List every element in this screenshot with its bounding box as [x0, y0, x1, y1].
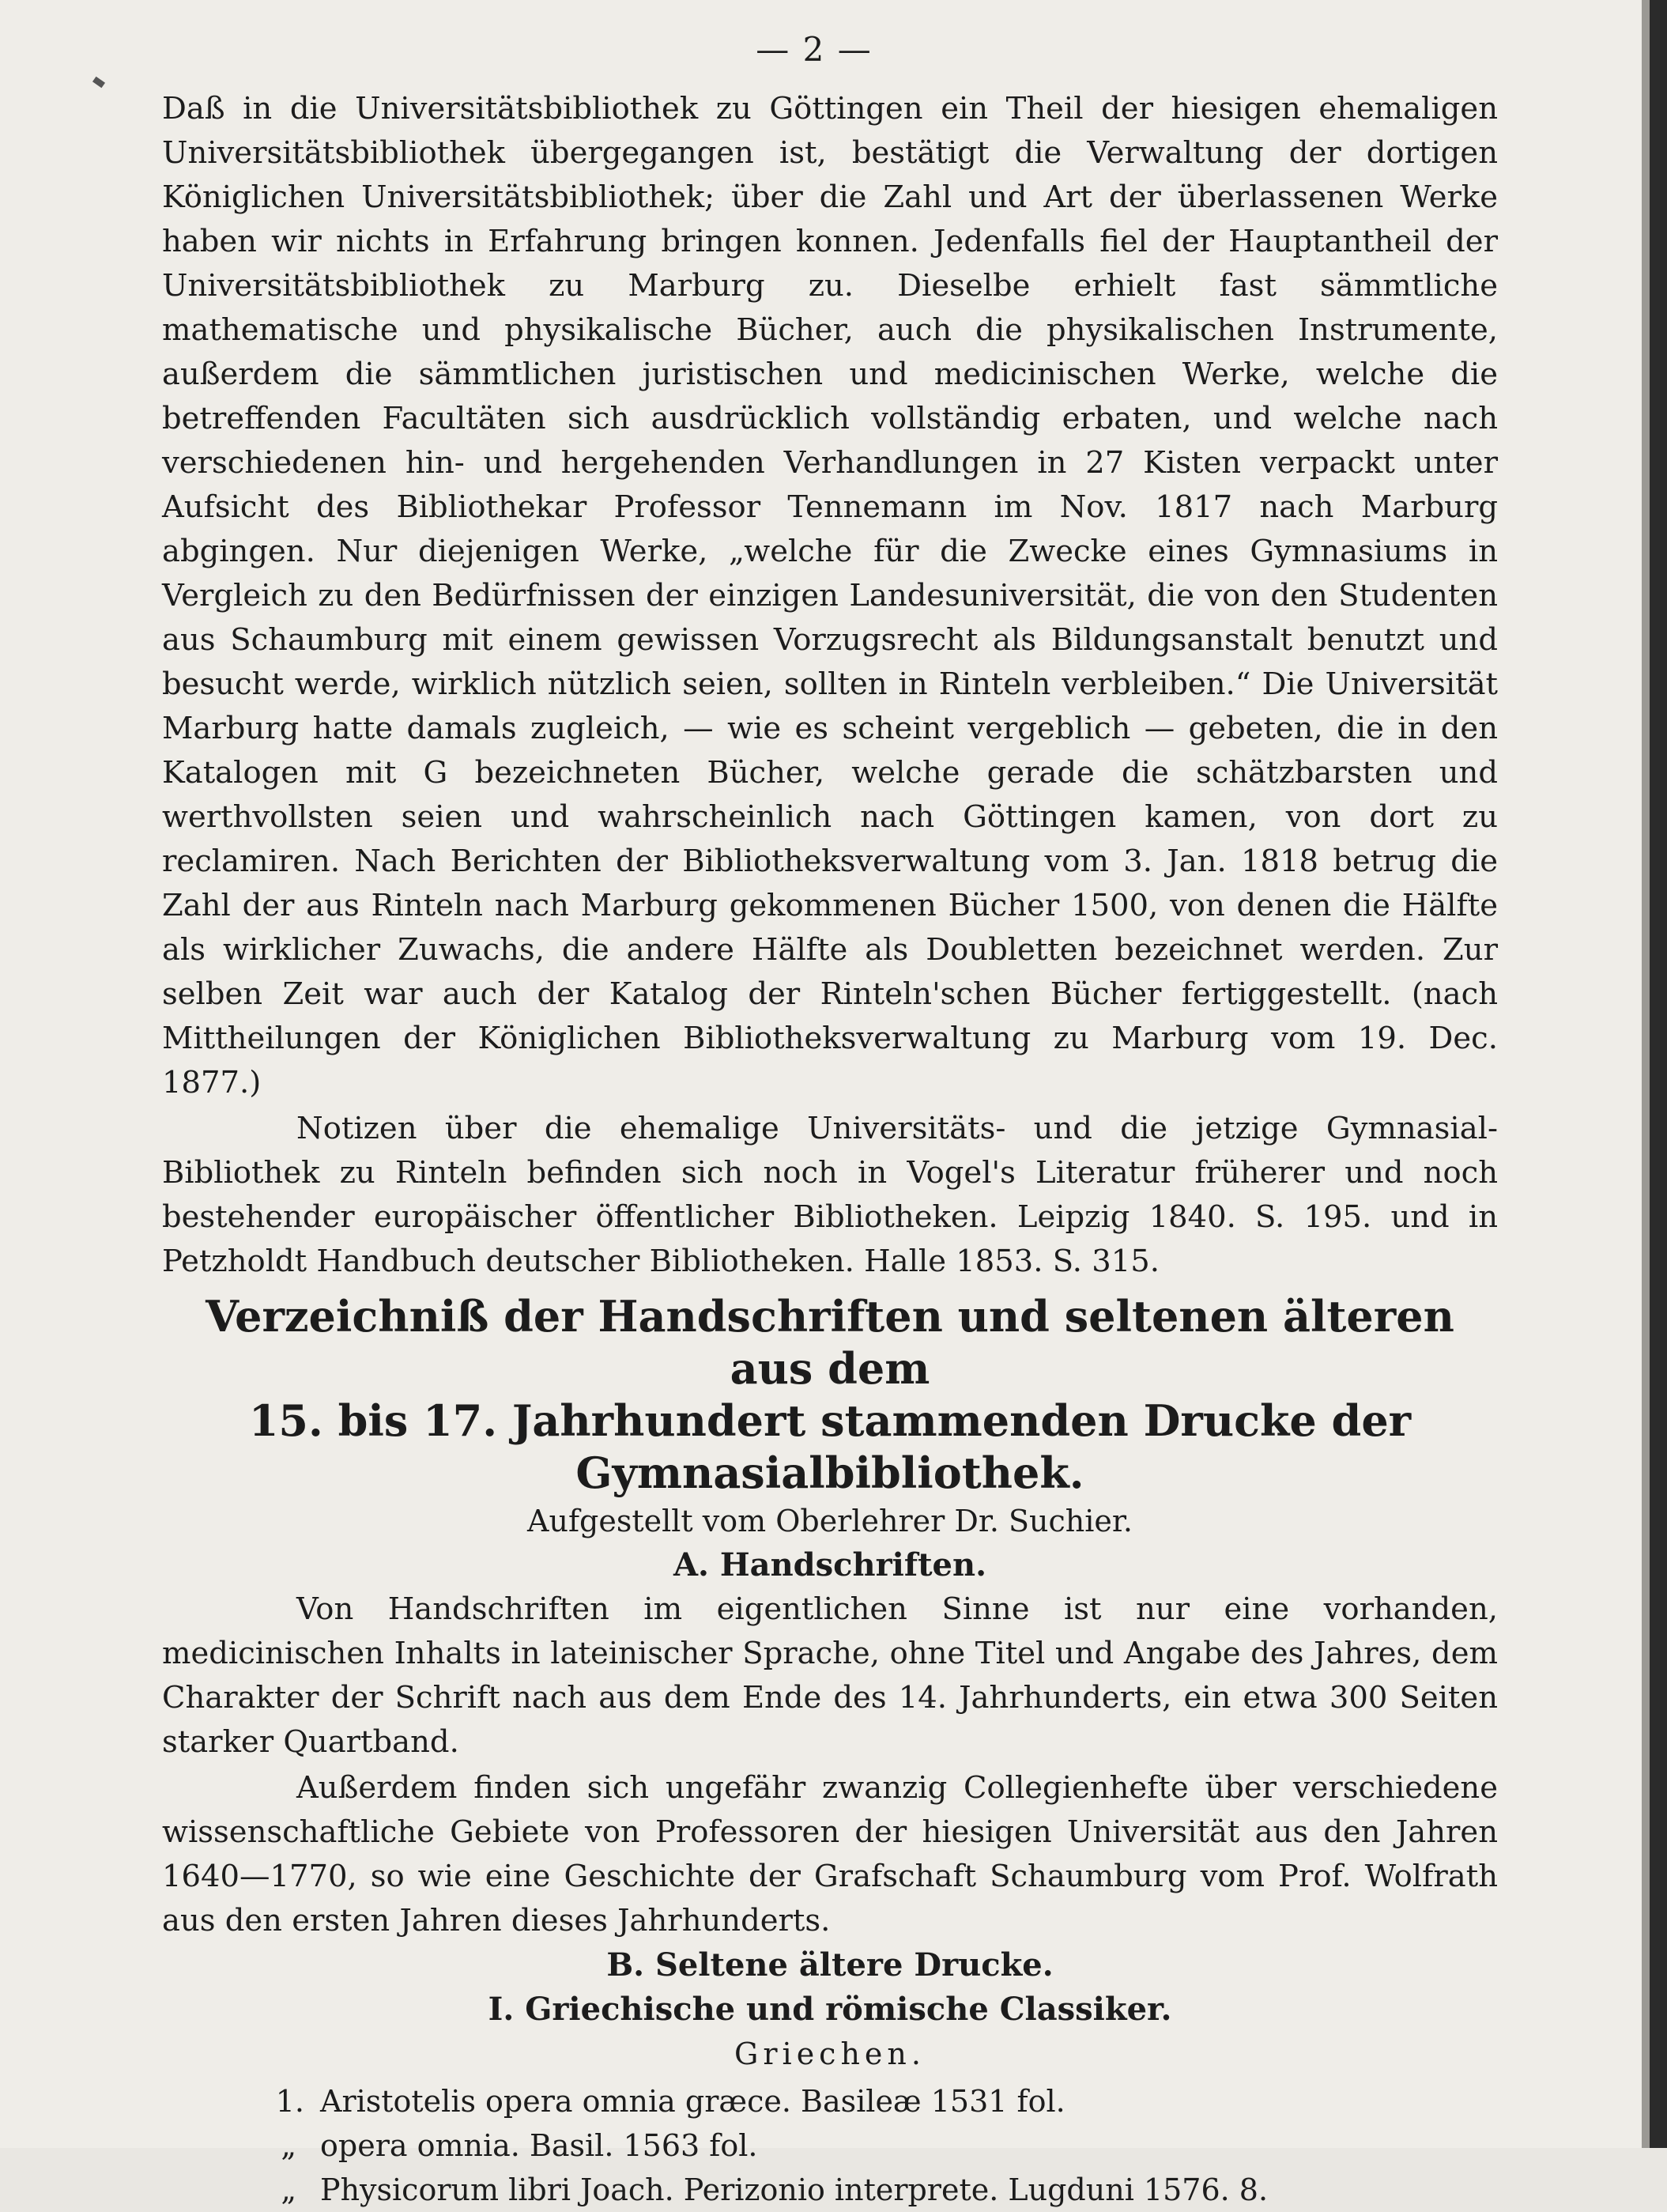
scan-speck [92, 77, 105, 89]
section-b-subtitle: I. Griechische und römische Classiker. [488, 1991, 1172, 2028]
section-b-group: Griechen. [734, 2036, 926, 2071]
paragraph-manuscripts: Von Handschriften im eigentlichen Sinne ist nur eine vorhanden, medicinischen Inhalts in lateinischer Sprache, ohne Titel und Angabe des Jahres, dem Charakter der Schrift nach aus dem Ende des 14. Jahrhunderts, ein etwa 300 Seiten starker Quartband. [162, 1591, 1498, 1760]
page-number: — 2 — [756, 30, 873, 69]
catalog-entry [162, 2123, 1498, 2168]
entry-ditto-marker: „ [281, 2172, 296, 2207]
page-body [162, 87, 1498, 2212]
catalog-heading [162, 1290, 1498, 1499]
entry-text: Aristotelis opera omnia græce. Basileæ 1531 fol. [320, 2084, 1065, 2119]
page-edge-shadow [1650, 0, 1667, 2148]
entry-text: Physicorum libri Joach. Perizonio interprete. Lugduni 1576. 8. [320, 2172, 1269, 2207]
entry-text: opera omnia. Basil. 1563 fol. [320, 2128, 758, 2163]
catalog-heading-line-1: Verzeichniß der Handschriften und seltenen älteren aus dem [206, 1291, 1454, 1394]
catalog-author: Aufgestellt vom Oberlehrer Dr. Suchier. [527, 1504, 1133, 1538]
catalog-entry [162, 2079, 1498, 2123]
paragraph-library-history: Daß in die Universitätsbibliothek zu Göttingen ein Theil der hiesigen ehemaligen Universitätsbibliothek übergegangen ist, bestätigt die Verwaltung der dortigen Königlichen Universitätsbibliothek; über die Zahl und Art der überlassenen Werke haben wir nichts in Erfahrung bringen konnen. Jedenfalls fiel der Hauptantheil der Universitätsbibliothek zu Marburg zu. Dieselbe erhielt fast sämmtliche mathematische und physikalische Bücher, auch die physikalischen Instrumente, außerdem die sämmtlichen juristischen und medicinischen Werke, welche die betreffenden Facultäten sich ausdrücklich vollständig erbaten, und welche nach verschiedenen hin- und hergehenden Verhandlungen in 27 Kisten verpackt unter Aufsicht des Bibliothekar Professor Tennemann im Nov. 1817 nach Marburg abgingen. Nur diejenigen Werke, „welche für die Zwecke eines Gymnasiums in Vergleich zu den Bedürfnissen der einzigen Landesuniversität, die von den Studenten aus Schaumburg mit einem gewissen Vorzugsrecht als Bildungsanstalt benutzt und besucht werde, wirklich nützlich seien, sollten in Rinteln verbleiben.“ Die Universität Marburg hatte damals zugleich, — wie es scheint vergeblich — gebeten, die in den Katalogen mit G bezeichneten Bücher, welche gerade die schätzbarsten und werthvollsten seien und wahrscheinlich nach Göttingen kamen, von dort zu reclamiren. Nach Berichten der Bibliotheksverwaltung vom 3. Jan. 1818 betrug die Zahl der aus Rinteln nach Marburg gekommenen Bücher 1500, von denen die Hälfte als wirklicher Zuwachs, die andere Hälfte als Doubletten bezeichnet werden. Zur selben Zeit war auch der Katalog der Rinteln'schen Bücher fertiggestellt. (nach Mittheilungen der Königlichen Bibliotheksverwaltung zu Marburg vom 19. Dec. 1877.) [162, 91, 1498, 1100]
page-edge-gutter [1642, 0, 1650, 2148]
catalog-entries [162, 2079, 1498, 2212]
section-a-title: A. Handschriften. [673, 1546, 986, 1584]
catalog-heading-line-2: 15. bis 17. Jahrhundert stammenden Drucke der Gymnasialbibliothek. [248, 1395, 1412, 1498]
entry-ditto-marker: „ [281, 2128, 296, 2163]
catalog-entry [162, 2168, 1498, 2212]
section-b-title: B. Seltene ältere Drucke. [606, 1946, 1054, 1984]
paragraph-lecture-notes: Außerdem finden sich ungefähr zwanzig Collegienhefte über verschiedene wissenschaftliche Gebiete von Professoren der hiesigen Universität aus den Jahren 1640—1770, so wie eine Geschichte der Grafschaft Schaumburg vom Prof. Wolfrath aus den ersten Jahren dieses Jahrhunderts. [162, 1770, 1498, 1938]
paragraph-notes-references: Notizen über die ehemalige Universitäts- und die jetzige Gymnasial-Bibliothek zu Rinteln befinden sich noch in Vogel's Literatur früherer und noch bestehender europäischer öffentlicher Bibliotheken. Leipzig 1840. S. 195. und in Petzholdt Handbuch deutscher Bibliotheken. Halle 1853. S. 315. [162, 1111, 1498, 1279]
entry-marker: 1. [275, 2084, 304, 2119]
